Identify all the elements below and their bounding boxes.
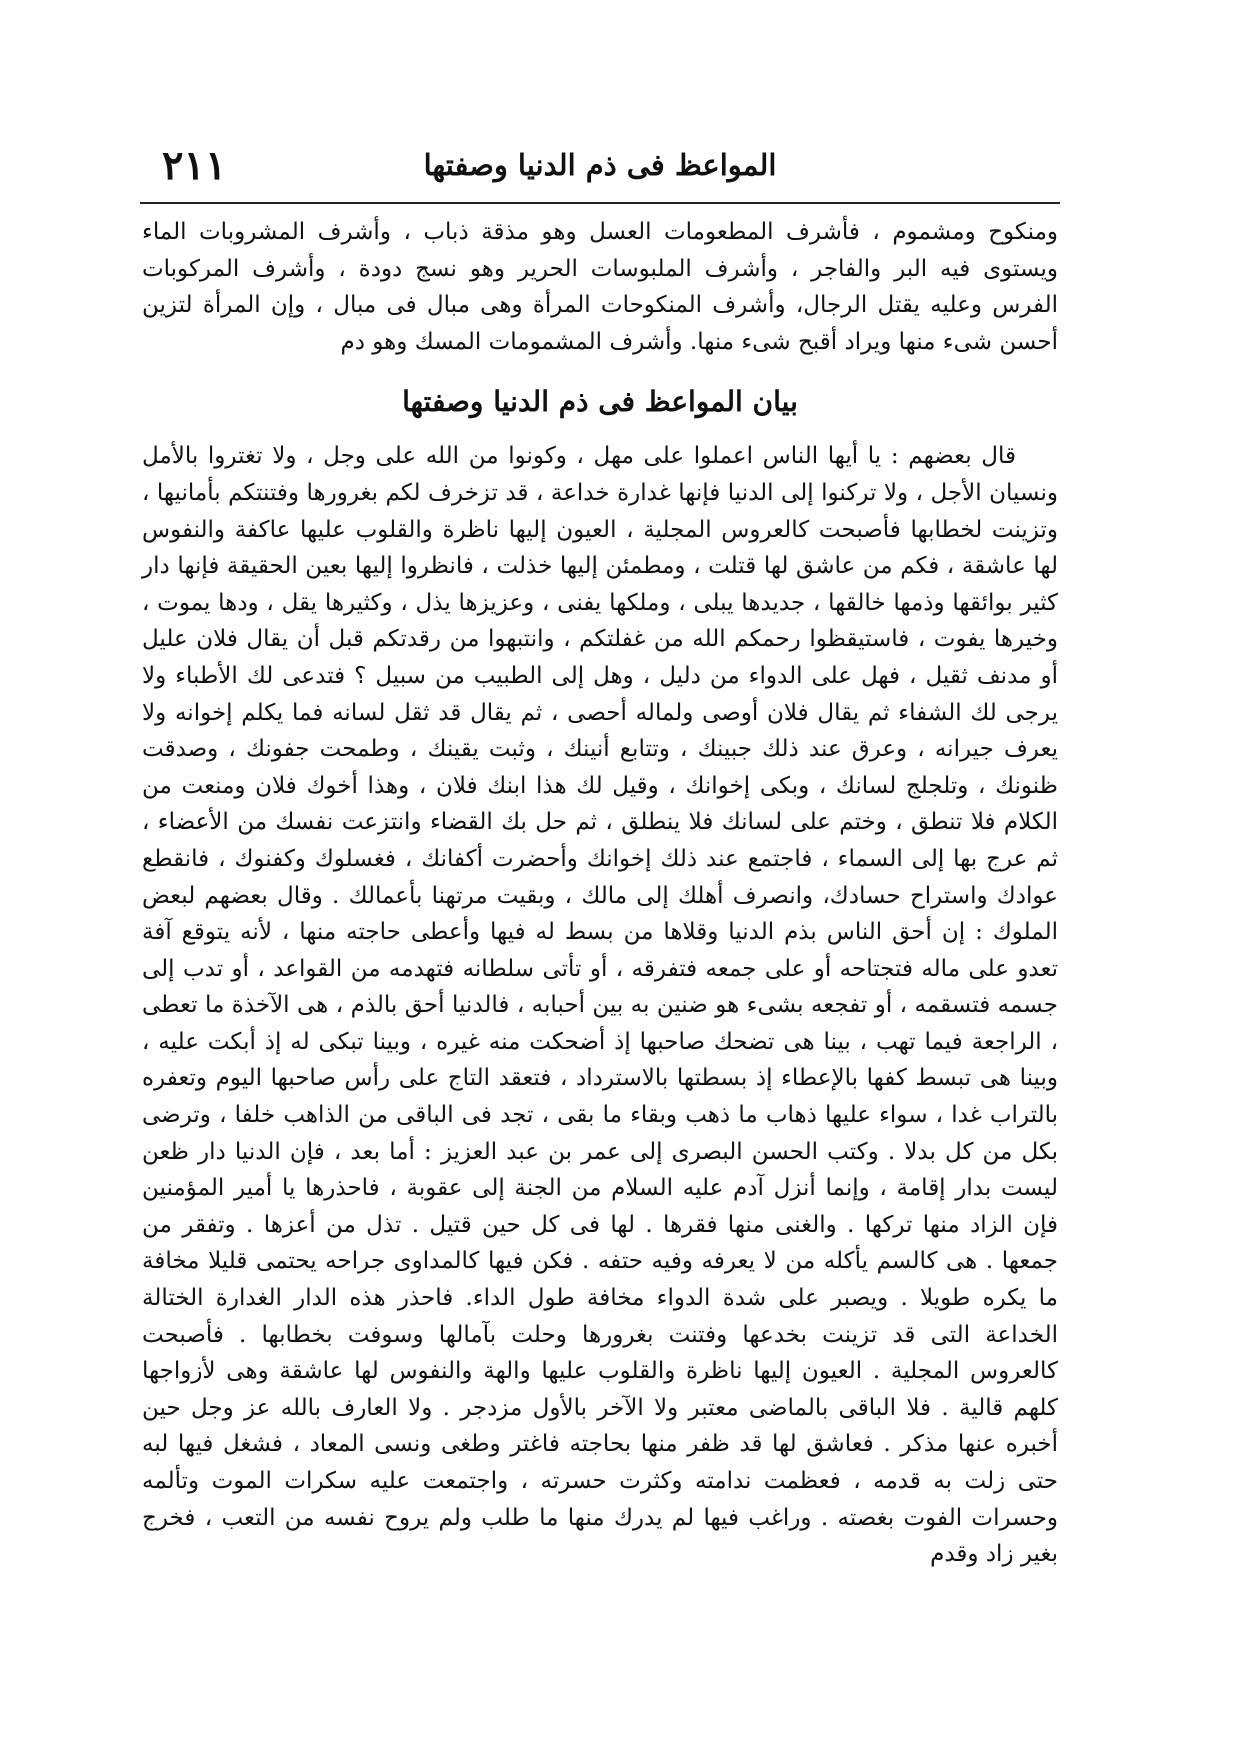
header-rule [140,202,1060,204]
opening-paragraph: ومنكوح ومشموم ، فأشرف المطعومات العسل وهو مذقة ذباب ، وأشرف المشروبات الماء ويستوى فيه البر والفاجر ، وأشرف الملبوسات الحرير وهو نسج دودة ، وأشرف المركوبات الفرس وعليه يقتل الرجال، وأشرف المنكوحات المرأة وهى مبال فى مبال ، وإن المرأة لتزين أحسن شىء منها ويراد أقبح شىء منها. وأشرف المشمومات المسك وهو دم [142,219,1058,355]
body-text [142,214,1058,1573]
section-heading: بيان المواعظ فى ذم الدنيا وصفتها [402,385,798,419]
running-title: المواعظ فى ذم الدنيا وصفتها [423,148,777,182]
main-paragraph: قال بعضهم : يا أيها الناس اعملوا على مهل ، وكونوا من الله على وجل ، ولا تغتروا بالأمل ونسيان الأجل ، ولا تركنوا إلى الدنيا فإنها غدارة خداعة ، قد تزخرف لكم بغرورها وفتنتكم بأمانيها ، وتزينت لخطابها فأصبحت كالعروس المجلية ، العيون إليها ناظرة والقلوب عليها عاكفة والنفوس لها عاشقة ، فكم من عاشق لها قتلت ، ومطمئن إليها خذلت ، فانظروا إليها بعين الحقيقة فإنها دار كثير بوائقها وذمها خالقها ، جديدها يبلى ، وملكها يفنى ، وعزيزها يذل ، وكثيرها يقل ، ودها يموت ، وخيرها يفوت ، فاستيقظوا رحمكم الله من غفلتكم ، وانتبهوا من رقدتكم قبل أن يقال فلان عليل أو مدنف ثقيل ، فهل على الدواء من دليل ، وهل إلى الطبيب من سبيل ؟ فتدعى لك الأطباء ولا يرجى لك الشفاء ثم يقال فلان أوصى ولماله أحصى ، ثم يقال قد ثقل لسانه فما يكلم إخوانه ولا يعرف جيرانه ، وعرق عند ذلك جبينك ، وتتابع أنينك ، وثبت يقينك ، وطمحت جفونك ، وصدقت ظنونك ، وتلجلج لسانك ، وبكى إخوانك ، وقيل لك هذا ابنك فلان ، وهذا أخوك فلان ومنعت من الكلام فلا تنطق ، وختم على لسانك فلا ينطلق ، ثم حل بك القضاء وانتزعت نفسك من الأعضاء ، ثم عرج بها إلى السماء ، فاجتمع عند ذلك إخوانك وأحضرت أكفانك ، فغسلوك وكفنوك ، فانقطع عوادك واستراح حسادك، وانصرف أهلك إلى مالك ، وبقيت مرتهنا بأعمالك . وقال بعضهم لبعض الملوك : إن أحق الناس بذم الدنيا وقلاها من بسط له فيها وأعطى حاجته منها ، لأنه يتوقع آفة تعدو على ماله فتجتاحه أو على جمعه فتفرقه ، أو تأتى سلطانه فتهدمه من القواعد ، أو تدب إلى جسمه فتسقمه ، أو تفجعه بشىء هو ضنين به بين أحبابه ، فالدنيا أحق بالذم ، هى الآخذة ما تعطى ، الراجعة فيما تهب ، بينا هى تضحك صاحبها إذ أضحكت منه غيره ، وبينا تبكى له إذ أبكت عليه ، وبينا هى تبسط كفها بالإعطاء إذ بسطتها بالاسترداد ، فتعقد التاج على رأس صاحبها اليوم وتعفره بالتراب غدا ، سواء عليها ذهاب ما ذهب وبقاء ما بقى ، تجد فى الباقى من الذاهب خلفا ، وترضى بكل من كل بدلا . وكتب الحسن البصرى إلى عمر بن عبد العزيز : أما بعد ، فإن الدنيا دار ظعن ليست بدار إقامة ، وإنما أنزل آدم عليه السلام من الجنة إلى عقوبة ، فاحذرها يا أمير المؤمنين فإن الزاد منها تركها . والغنى منها فقرها . لها فى كل حين قتيل . تذل من أعزها . وتفقر من جمعها . هى كالسم يأكله من لا يعرفه وفيه حتفه . فكن فيها كالمداوى جراحه يحتمى قليلا مخافة ما يكره طويلا . ويصبر على شدة الدواء مخافة طول الداء. فاحذر هذه الدار الغدارة الختالة الخداعة التى قد تزينت بخدعها وفتنت بغرورها وحلت بآمالها وسوفت بخطابها . فأصبحت كالعروس المجلية . العيون إليها ناظرة والقلوب عليها والهة والنفوس لها عاشقة وهى لأزواجها كلهم قالية . فلا الباقى بالماضى معتبر ولا الآخر بالأول مزدجر . ولا العارف بالله عز وجل حين أخبره عنها مذكر . فعاشق لها قد ظفر منها بحاجته فاغتر وطغى ونسى المعاد ، فشغل فيها لبه حتى زلت به قدمه ، فعظمت ندامته وكثرت حسرته ، واجتمعت عليه سكرات الموت وتألمه وحسرات الفوت بغصته . وراغب فيها لم يدرك منها ما طلب ولم يروح نفسه من التعب ، فخرج بغير زاد وقدم [142,443,1059,1568]
page-number: ٢١١ [162,142,227,189]
page-header [140,142,1060,202]
